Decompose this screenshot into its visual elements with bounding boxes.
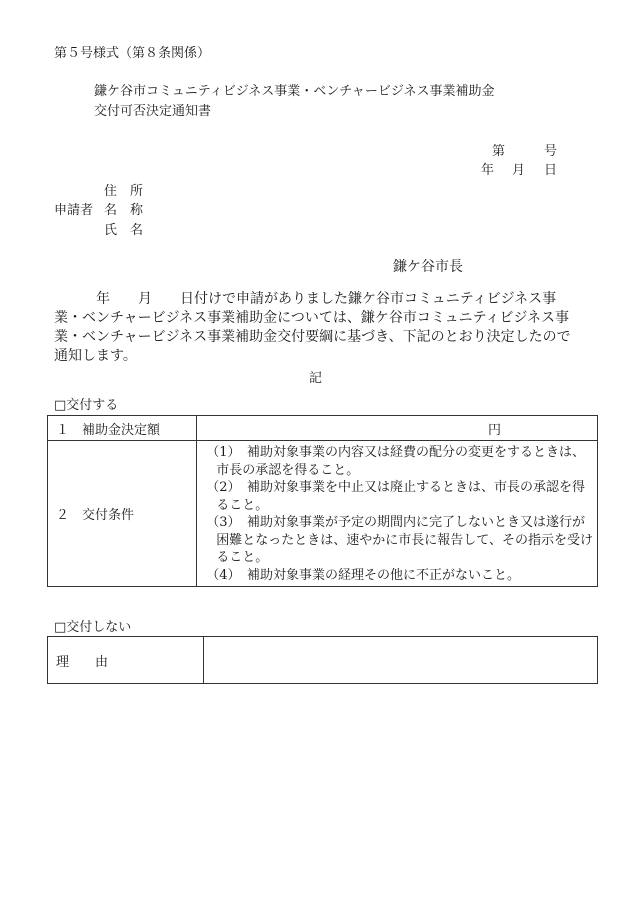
date-year: 年 [481, 163, 495, 178]
body-line: 年 月 日付けで申請がありました鎌ケ谷市コミュニティビジネス事 [54, 291, 557, 307]
conditions-cell [197, 441, 598, 587]
condition-3-line3: ること。 [216, 550, 269, 565]
condition-2-line1: （2） 補助対象事業を中止又は廃止するときは、市長の承認を得 [206, 480, 586, 495]
document-title-line1: 鎌ケ谷市コミュニティビジネス事業・ベンチャービジネス事業補助金 [94, 84, 495, 99]
address-label: 住 所 [104, 184, 144, 199]
body-line: 通知します。 [54, 348, 137, 364]
document-title-line2: 交付可否決定通知書 [94, 104, 212, 119]
reason-label: 理 由 [48, 637, 204, 684]
issuer: 鎌ケ谷市長 [393, 259, 463, 275]
org-name-label: 名 称 [104, 203, 144, 218]
conditions-row [48, 441, 598, 587]
no-grant-checkbox[interactable]: □交付しない [54, 620, 132, 635]
applicant-label: 申請者 [54, 203, 94, 218]
condition-3-line2: 困難となったときは、速やかに市長に報告して、その指示を受け [216, 532, 593, 548]
amount-row [48, 416, 598, 441]
condition-2-line2: ること。 [216, 497, 269, 513]
grant-table [47, 415, 598, 587]
condition-1-line2: 市長の承認を得ること。 [216, 462, 360, 478]
body-paragraph [54, 290, 594, 366]
condition-1-line1: （1） 補助対象事業の内容又は経費の配分の変更をするときは、 [206, 445, 586, 460]
form-number: 第５号様式（第８条関係） [54, 46, 211, 61]
body-line: 業・ベンチャービジネス事業補助金については、鎌ケ谷市コミュニティビジネス事 [54, 310, 570, 326]
reason-value[interactable] [204, 637, 598, 684]
conditions-label: ２ 交付条件 [48, 441, 197, 587]
condition-3-line1: （3） 補助対象事業が予定の期間内に完了しないとき又は遂行が [206, 515, 586, 530]
amount-value-cell[interactable] [197, 416, 598, 441]
amount-unit: 円 [487, 422, 501, 438]
doc-number-prefix: 第 [492, 144, 506, 159]
no-grant-table [47, 636, 598, 684]
grant-checkbox[interactable]: □交付する [54, 398, 119, 413]
doc-number-suffix: 号 [544, 144, 558, 159]
date-month: 月 [512, 163, 526, 178]
person-name-label: 氏 名 [104, 223, 144, 238]
ki-heading: 記 [309, 371, 323, 386]
reason-row [48, 637, 598, 684]
body-line: 業・ベンチャービジネス事業補助金交付要綱に基づき、下記のとおり決定したので [54, 329, 571, 345]
amount-label: １ 補助金決定額 [48, 416, 197, 441]
condition-4-line1: （4） 補助対象事業の経理その他に不正がないこと。 [206, 567, 521, 583]
date-day: 日 [544, 163, 558, 178]
